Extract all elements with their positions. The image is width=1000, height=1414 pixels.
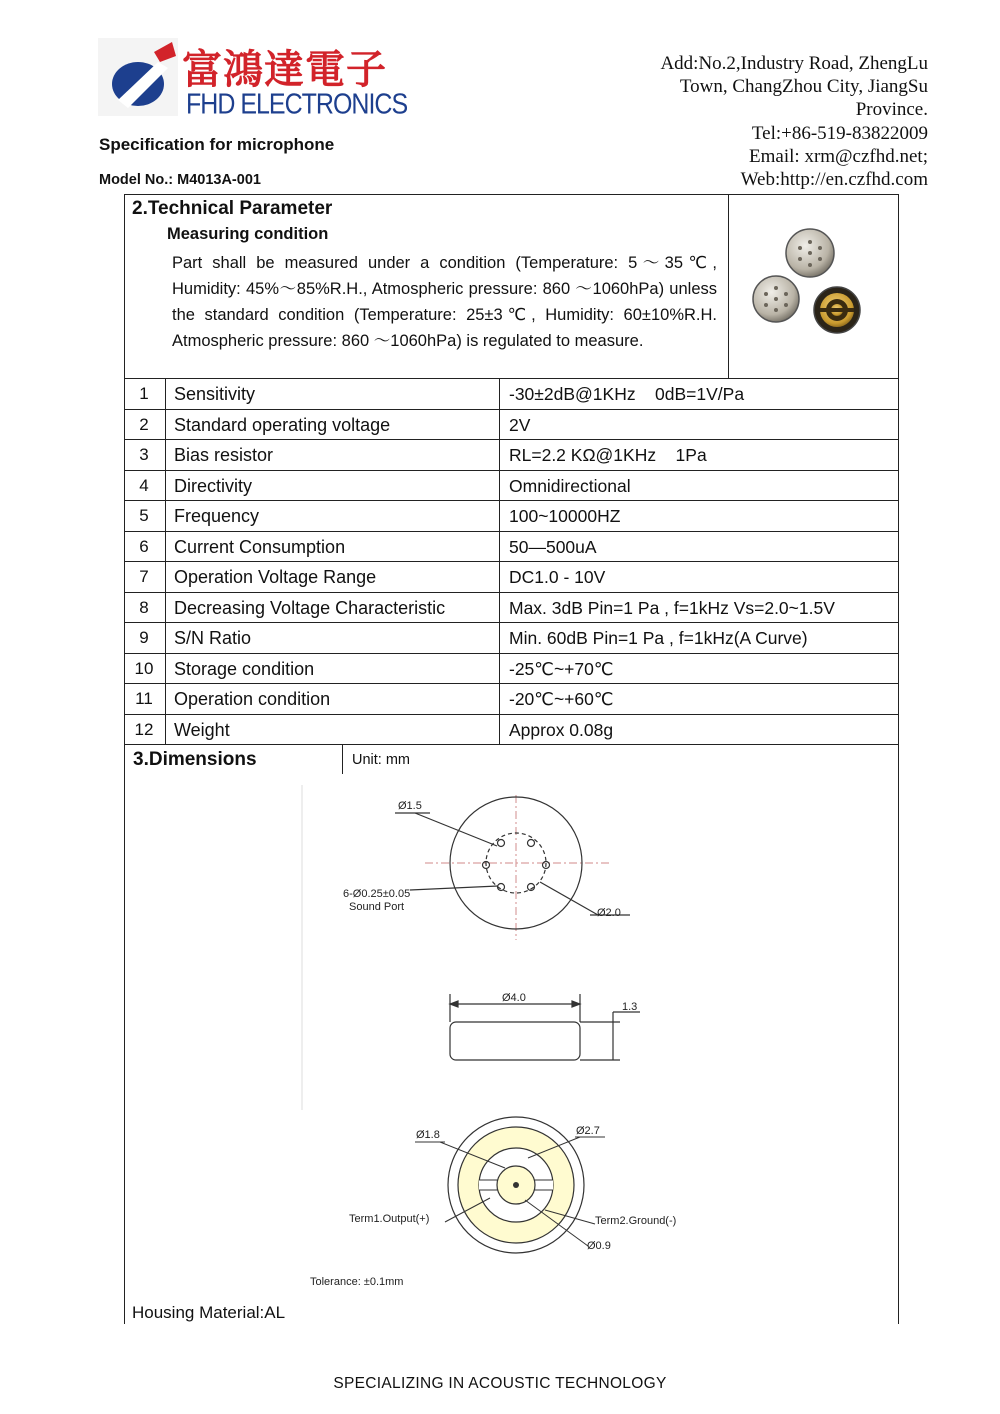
parameter-value: Omnidirectional [509,475,631,496]
row-number: 12 [134,719,154,739]
parameter-name: Frequency [174,506,260,526]
dim-label-inner: Ø2.0 [597,907,621,919]
row-separator [124,561,899,562]
parameter-name: Standard operating voltage [174,414,391,435]
parameter-value: Approx 0.08g [509,719,614,740]
dim-label-sound-port: 6-Ø0.25±0.05 [343,888,411,900]
dim-label-height: 1.3 [622,1001,638,1013]
footer-tagline: SPECIALIZING IN ACOUSTIC TECHNOLOGY [333,1375,667,1392]
parameter-name: Weight [174,719,230,740]
spec-title: Specification for microphone [99,135,335,154]
row-separator [124,714,899,715]
table-border [124,194,899,195]
parameter-value: 100~10000HZ [509,506,621,526]
parameter-value: Min. 60dB Pin=1 Pa , f=1kHz(A Curve) [509,628,808,648]
address-line: Province. [855,99,928,121]
model-number: Model No.: M4013A-001 [99,172,261,188]
row-separator [124,439,899,440]
parameter-value: -20℃~+60℃ [509,689,614,709]
parameter-value: -30±2dB@1KHz 0dB=1V/Pa [509,384,745,404]
measuring-condition-title: Measuring condition [167,225,329,243]
dim-label-sound-port-name: Sound Port [349,901,405,913]
row-separator [124,622,899,623]
table-border [728,194,729,378]
parameter-name: Storage condition [174,658,315,679]
website: Web:http://en.czfhd.com [740,169,928,191]
row-number: 9 [139,628,149,647]
row-number: 11 [135,689,153,708]
row-separator [124,744,899,745]
row-number: 4 [139,475,149,495]
row-number: 3 [139,445,149,464]
row-separator [124,409,899,410]
table-border [342,744,343,774]
parameter-name: Directivity [174,475,253,496]
parameter-name: S/N Ratio [174,628,252,648]
parameter-name: Current Consumption [174,536,346,557]
row-number: 2 [139,414,149,434]
row-number: 6 [139,536,149,556]
terminal-1-label: Term1.Output(+) [349,1213,430,1225]
row-separator [124,592,899,593]
parameter-value: 50—500uA [509,536,597,557]
measuring-condition-text: Part shall be measured under a condition (Temperature: 5～35℃, Humidity: 45%～85%R.H., Atmospheric pressure: 860 ～1060hPa) unless the standard condition (Temperature: 25±3℃, Humidity: 60±10%R.H. Atmospheric pressure: 860 ～1060hPa) is regulated to measure. [172,254,717,350]
parameter-name: Operation Voltage Range [174,567,377,587]
address-line: Town, ChangZhou City, JiangSu [679,76,928,98]
housing-material: Housing Material:AL [132,1303,286,1322]
top-view [395,795,630,940]
parameter-value: Max. 3dB Pin=1 Pa , f=1kHz Vs=2.0~1.5V [509,597,835,618]
dim-label-term-outer: Ø2.7 [576,1125,600,1137]
parameter-value: 2V [509,414,531,435]
brand-name-english: FHD ELECTRONICS [186,88,408,121]
row-separator [124,653,899,654]
row-separator [124,378,899,379]
parameter-value: -25℃~+70℃ [509,658,614,679]
parameter-name: Decreasing Voltage Characteristic [174,597,446,618]
microphone-photo [740,220,890,370]
parameter-value: RL=2.2 KΩ@1KHz 1Pa [509,445,707,465]
row-number: 10 [134,658,154,678]
row-separator [124,470,899,471]
table-border [124,194,125,1324]
row-number: 7 [139,567,149,586]
dim-label-term-inner: Ø1.8 [416,1129,440,1141]
unit-label: Unit: mm [352,752,410,768]
parameter-name: Operation condition [174,689,331,709]
brand-name-chinese: 富鴻達電子 [182,46,387,93]
parameter-name: Bias resistor [174,445,274,465]
row-number: 1 [139,384,149,403]
side-view [450,994,640,1060]
terminal-2-label: Term2.Ground(-) [595,1215,677,1227]
table-border [898,194,899,1324]
section-title-technical: 2.Technical Parameter [132,198,333,219]
dim-label-diameter: Ø4.0 [502,992,526,1004]
row-separator [124,531,899,532]
dim-label-hole: Ø1.5 [398,800,422,812]
tolerance-note: Tolerance: ±0.1mm [310,1276,404,1288]
dim-label-center: Ø0.9 [587,1240,611,1252]
email: Email: xrm@czfhd.net; [749,145,928,167]
row-number: 5 [139,506,149,525]
phone: Tel:+86-519-83822009 [751,122,928,144]
bottom-view [415,1117,605,1253]
section-title-dimensions: 3.Dimensions [133,749,257,770]
row-separator [124,683,899,684]
row-number: 8 [139,597,149,617]
parameter-value: DC1.0 - 10V [509,567,606,587]
dimension-drawing [290,780,710,1290]
company-address [598,52,928,191]
address-line: Add:No.2,Industry Road, ZhengLu [660,53,928,74]
parameter-name: Sensitivity [174,384,256,404]
row-separator [124,500,899,501]
